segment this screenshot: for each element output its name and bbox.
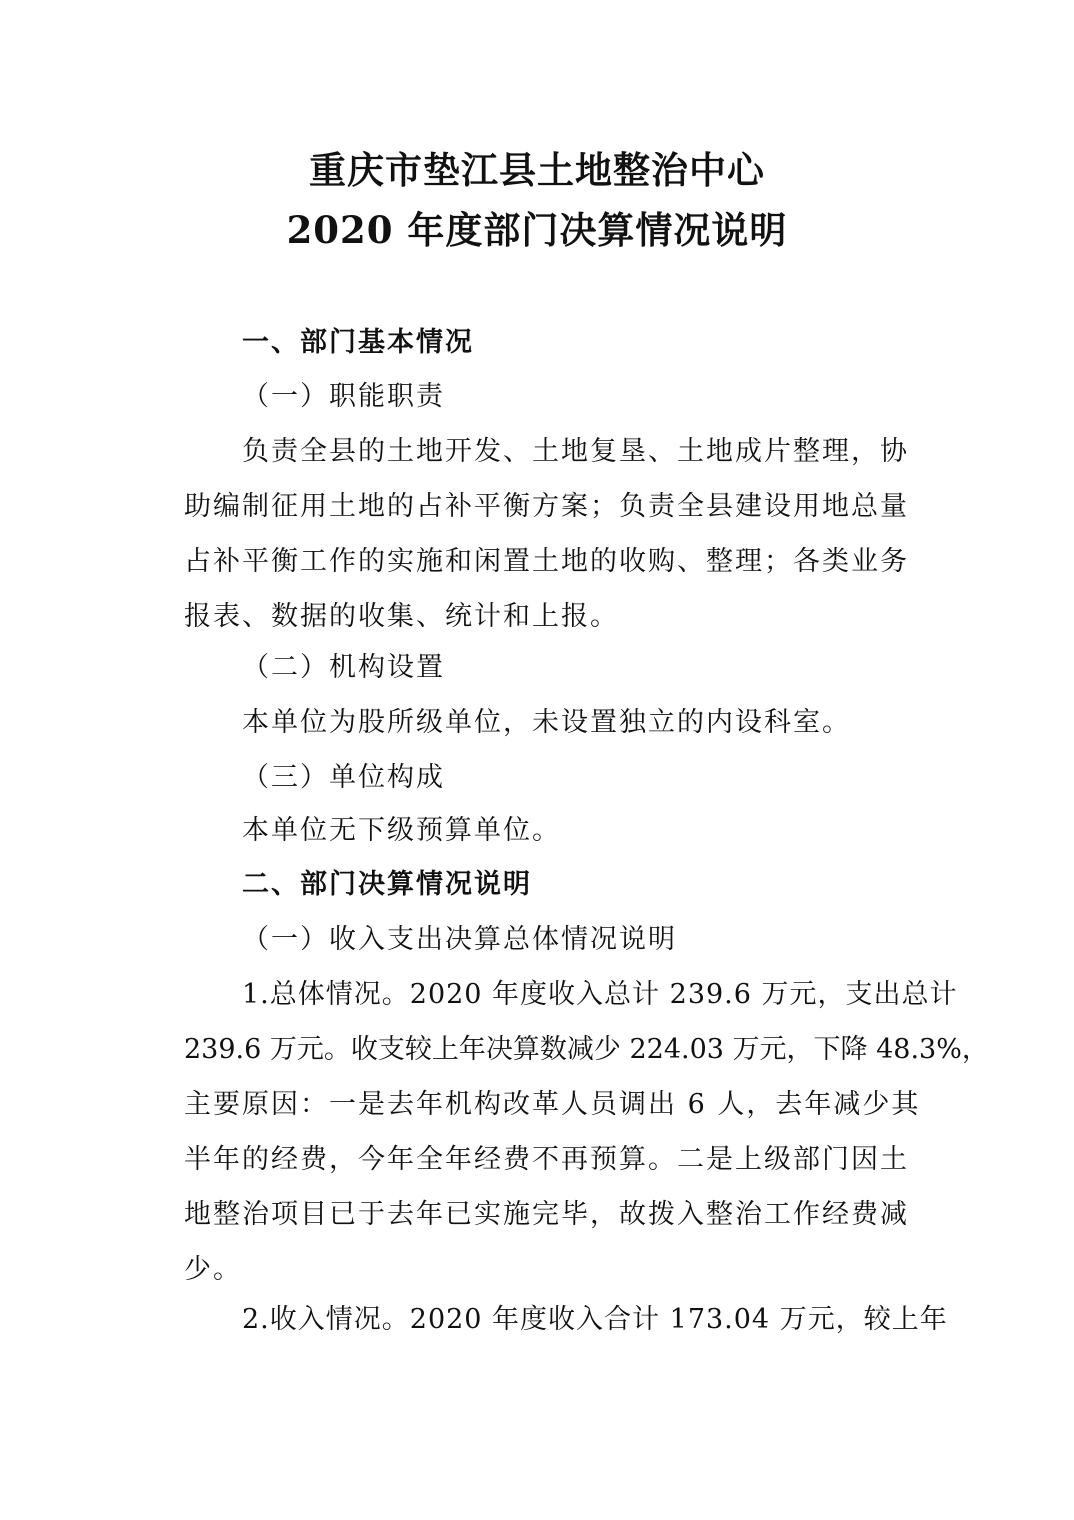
body-line: 主要原因：一是去年机构改革人员调出 6 人，去年减少其: [184, 1089, 921, 1120]
section1-sub2-heading: （二）机构设置: [242, 652, 445, 683]
body-line: 占补平衡工作的实施和闲置土地的收购、整理；各类业务: [184, 546, 909, 577]
section1-heading: 一、部门基本情况: [242, 327, 474, 358]
body-line: 负责全县的土地开发、土地复垦、土地成片整理，协: [242, 436, 909, 467]
section1-sub3-text: 本单位无下级预算单位。: [242, 815, 561, 846]
body-line: 1.总体情况。2020 年度收入总计 239.6 万元，支出总计: [242, 979, 958, 1010]
section1-sub3-heading: （三）单位构成: [242, 762, 445, 793]
doc-title-line2: 2020 年度部门决算情况说明: [286, 208, 788, 252]
section2-sub1-heading: （一）收入支出决算总体情况说明: [242, 924, 677, 955]
body-line: 助编制征用土地的占补平衡方案；负责全县建设用地总量: [184, 491, 909, 522]
body-line: 半年的经费，今年全年经费不再预算。二是上级部门因土: [184, 1144, 909, 1175]
section2-item1-body: [184, 967, 989, 1297]
body-line: 报表、数据的收集、统计和上报。: [184, 601, 619, 632]
doc-title-line1: 重庆市垫江县土地整治中心: [309, 148, 765, 192]
body-line: 239.6 万元。收支较上年决算数减少 224.03 万元，下降 48.3%，: [184, 1034, 989, 1065]
section1-sub1-body: [184, 424, 914, 644]
section2-item2-body: [184, 1292, 948, 1347]
body-line: 2.收入情况。2020 年度收入合计 173.04 万元，较上年: [242, 1304, 948, 1335]
section1-sub1-heading: （一）职能职责: [242, 381, 445, 412]
body-line: 少。: [184, 1254, 242, 1285]
section2-heading: 二、部门决算情况说明: [242, 869, 532, 900]
section1-sub2-text: 本单位为股所级单位，未设置独立的内设科室。: [242, 707, 851, 738]
body-line: 地整治项目已于去年已实施完毕，故拨入整治工作经费减: [184, 1199, 909, 1230]
